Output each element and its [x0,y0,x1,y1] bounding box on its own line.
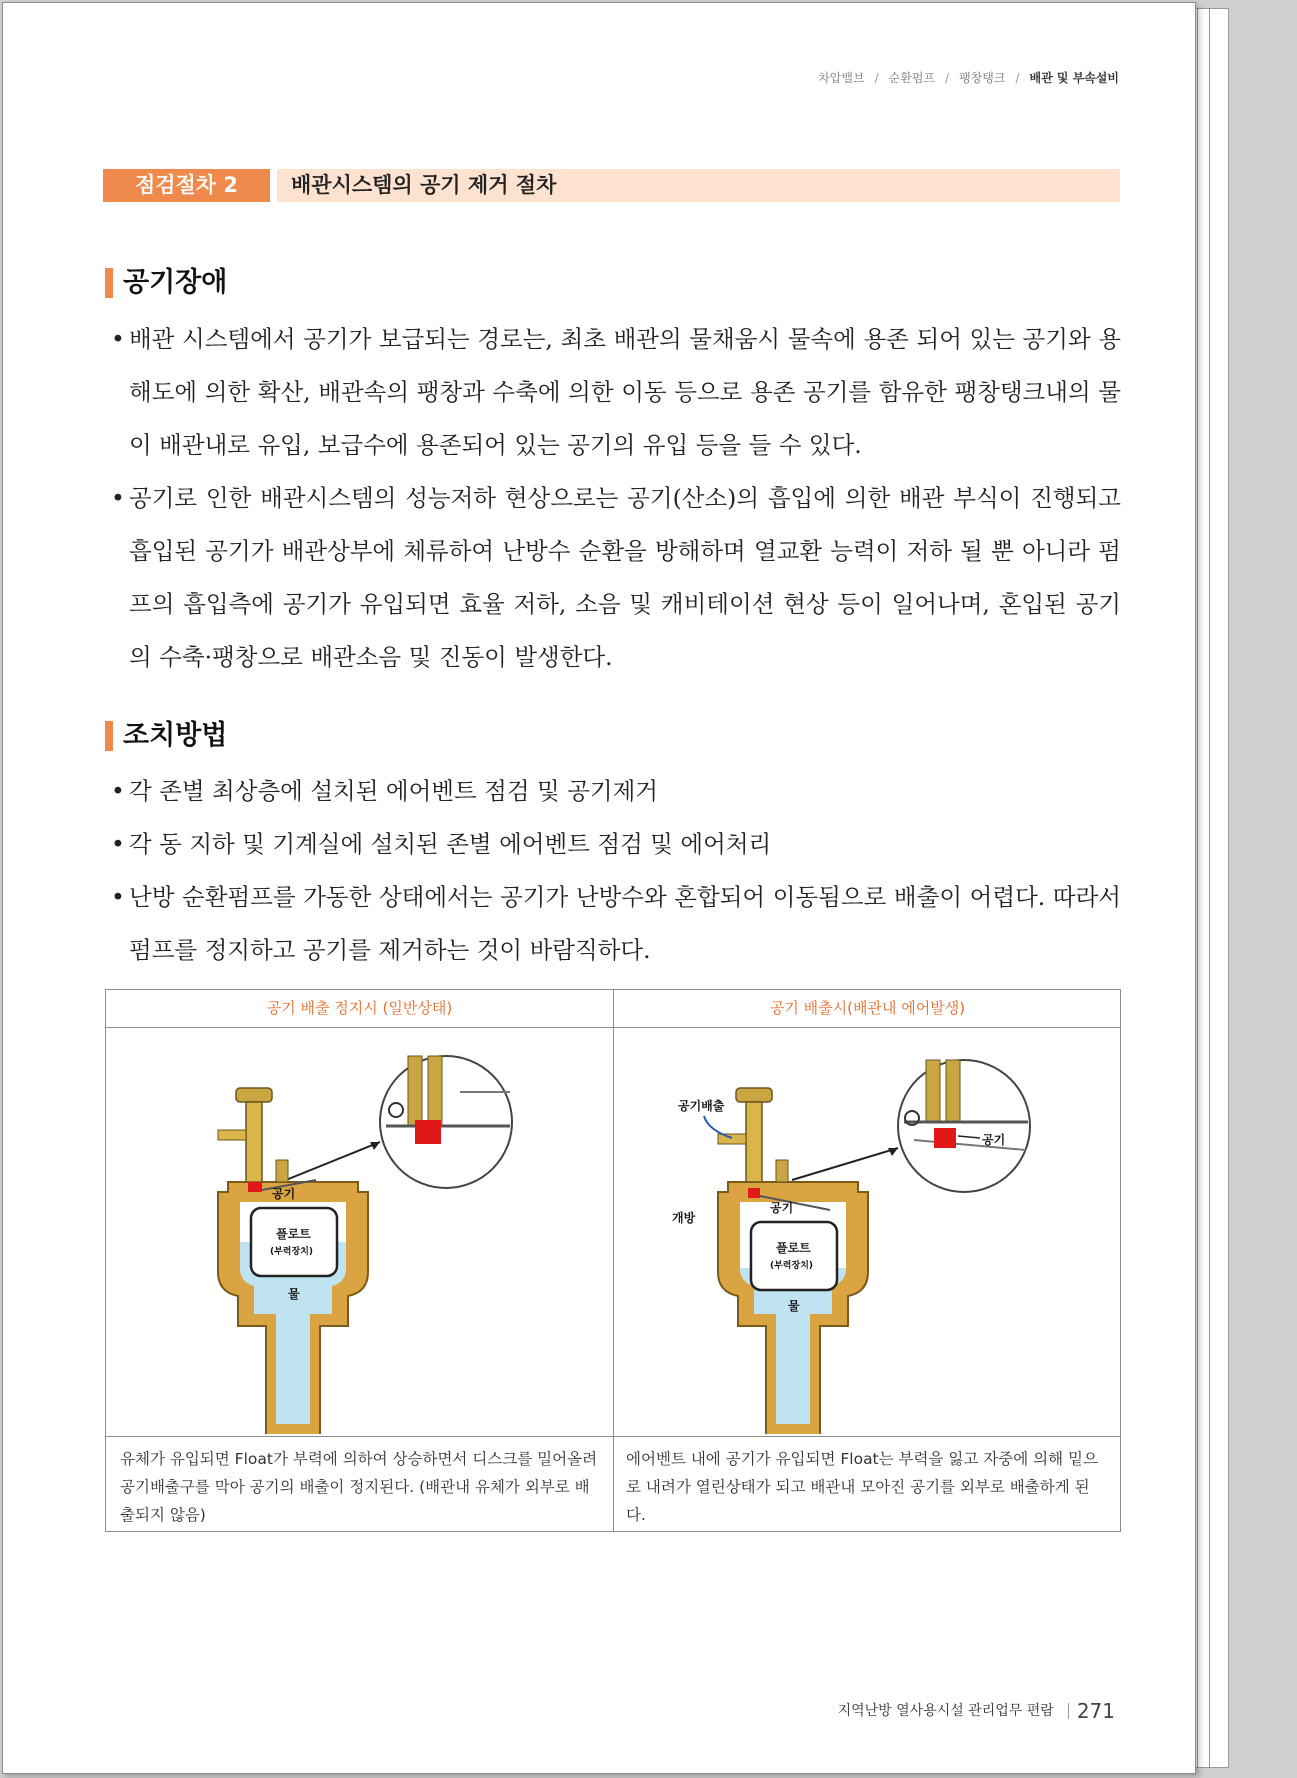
document-page [2,2,1196,1774]
pointer-line [286,1142,380,1180]
label-air-zoom: 공기 [982,1133,1006,1147]
valve-disk-open [934,1128,956,1148]
page-number: 271 [1076,1699,1115,1723]
float [751,1222,837,1290]
measures-list [109,765,1121,977]
procedure-label: 점검절차 2 [103,169,270,202]
section-heading-measures: 조치방법 [105,719,227,753]
breadcrumb-item[interactable]: 팽창탱크 [959,71,1006,85]
section-heading-air-trouble: 공기장애 [105,266,227,300]
label-open: 개방 [672,1211,696,1225]
label-float-sub: (부력장치) [270,1247,314,1257]
label-float-sub: (부력장치) [770,1261,814,1271]
valve-disk [248,1182,262,1192]
list-item: • 각 존별 최상층에 설치된 에어벤트 점검 및 공기제거 [109,765,1121,818]
breadcrumb-current: 배관 및 부속설비 [1029,71,1119,85]
breadcrumb-item[interactable]: 순환펌프 [888,71,936,85]
label-water: 물 [788,1299,800,1313]
zoom-circle [898,1060,1030,1192]
figure-header-left: 공기 배출 정지시 (일반상태) [266,999,453,1017]
label-float: 플로트 [276,1227,311,1241]
list-item: • 각 동 지하 및 기계실에 설치된 존별 에어벤트 점검 및 에어처리 [109,818,1121,871]
figure-caption-right: 에어벤트 내에 공기가 유입되면 Float는 부력을 잃고 자중에 의해 밑으로 내려가 열린상태가 되고 배관내 모아진 공기를 외부로 배출하게 된다. [626,1450,1098,1524]
figure-header-right: 공기 배출시(배관내 에어발생) [769,999,966,1017]
figure-table [105,989,1121,1532]
zoom-circle [380,1056,512,1188]
air-trouble-list [109,313,1121,684]
breadcrumb: 차압밸브 / 순환펌프 / 팽창탱크 / 배관 및 부속설비 [818,71,1119,85]
procedure-header [103,169,1120,202]
breadcrumb-item[interactable]: 차압밸브 [818,71,865,85]
water-fill [740,1268,846,1424]
valve-disk-closed [415,1120,441,1144]
list-item: • 공기로 인한 배관시스템의 성능저하 현상으로는 공기(산소)의 흡입에 의한 배관 부식이 진행되고 흡입된 공기가 배관상부에 체류하여 난방수 순환을 방해하며 열교환 능력이 저하 될 뿐 아니라 펌프의 흡입측에 공기가 유입되면 효율 저하, 소음 및 캐비테이션 현상 등이 일어나며, 혼입된 공기의 수축·팽창으로 배관소음 및 진동이 발생한다. [109,472,1121,684]
air-vent-open-diagram [618,1030,1118,1434]
label-float: 플로트 [776,1241,811,1255]
page-footer [838,1699,1115,1723]
label-exhaust: 공기배출 [678,1099,725,1113]
float [251,1208,337,1276]
air-vent-closed-diagram [110,1030,610,1434]
label-water: 물 [288,1287,300,1301]
figure-caption-left: 유체가 유입되면 Float가 부력에 의하여 상승하면서 디스크를 밀어올려 공기배출구를 막아 공기의 배출이 정지된다. (배관내 유체가 외부로 배출되지 않음) [120,1450,598,1524]
procedure-title: 배관시스템의 공기 제거 절차 [277,169,1120,202]
list-item: • 배관 시스템에서 공기가 보급되는 경로는, 최초 배관의 물채움시 물속에 용존 되어 있는 공기와 용해도에 의한 확산, 배관속의 팽창과 수축에 의한 이동 등으로 용존 공기를 함유한 팽창탱크내의 물이 배관내로 유입, 보급수에 용존되어 있는 공기의 유입 등을 들 수 있다. [109,313,1121,472]
footer-title: 지역난방 열사용시설 관리업무 편람 [837,1703,1054,1719]
list-item: • 난방 순환펌프를 가동한 상태에서는 공기가 난방수와 혼합되어 이동됨으로 배출이 어렵다. 따라서 펌프를 정지하고 공기를 제거하는 것이 바람직하다. [109,871,1121,977]
label-air: 공기 [272,1187,296,1201]
label-air: 공기 [770,1201,794,1215]
